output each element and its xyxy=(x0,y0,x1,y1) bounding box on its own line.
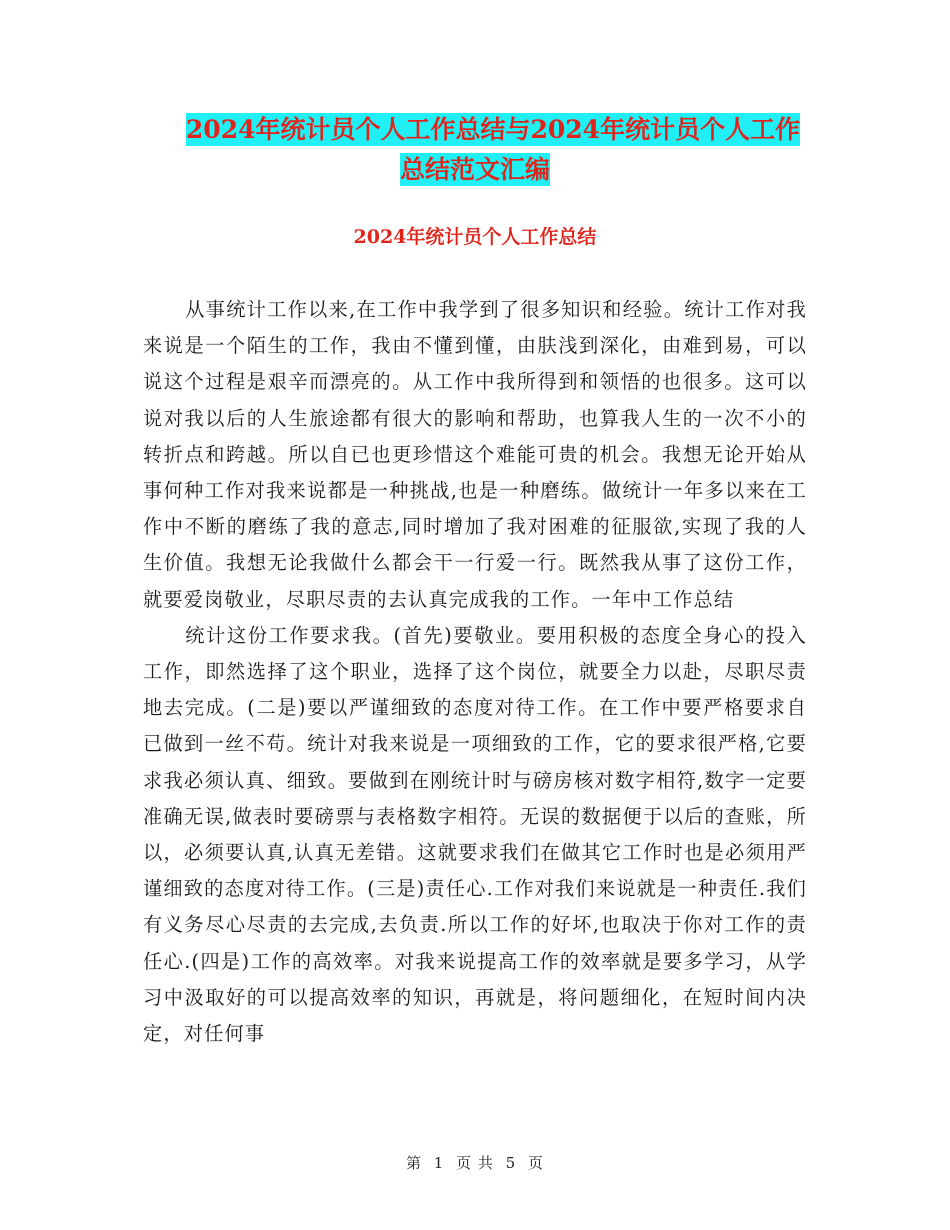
title-line-1: 2024年统计员个人工作总结与2024年统计员个人工作 xyxy=(185,115,801,144)
paragraph-2: 统计这份工作要求我。(首先)要敬业。要用积极的态度全身心的投入工作，即然选择了这个职业，选择了这个岗位，就要全力以赴，尽职尽责地去完成。(二是)要以严谨细致的态度对待工作。在工作中要严格要求自已做到一丝不苟。统计对我来说是一项细致的工作，它的要求很严格,它要求我必须认真、细致。要做到在刚统计时与磅房核对数字相符,数字一定要准确无误,做表时要磅票与表格数字相符。无误的数据便于以后的查账，所以，必须要认真,认真无差错。这就要求我们在做其它工作时也是必须用严谨细致的态度对待工作。(三是)责任心.工作对我们来说就是一种责任.我们有义务尽心尽责的去完成,去负责.所以工作的好坏,也取决于你对工作的责任心.(四是)工作的高效率。对我来说提高工作的效率就是要多学习，从学习中汲取好的可以提高效率的知识，再就是，将问题细化，在短时间内决定，对任何事 xyxy=(143,623,807,1046)
paragraph-1: 从事统计工作以来,在工作中我学到了很多知识和经验。统计工作对我来说是一个陌生的工作，我由不懂到懂，由肤浅到深化，由难到易，可以说这个过程是艰辛而漂亮的。从工作中我所得到和领悟的也很多。这可以说对我以后的人生旅途都有很大的影响和帮助，也算我人生的一次不小的转折点和跨越。所以自已也更珍惜这个难能可贵的机会。我想无论开始从事何种工作对我来说都是一种挑战,也是一种磨练。做统计一年多以来在工作中不断的磨练了我的意志,同时增加了我对困难的征服欲,实现了我的人生价值。我想无论我做什么都会干一行爱一行。既然我从事了这份工作，就要爱岗敬业，尽职尽责的去认真完成我的工作。一年中工作总结 xyxy=(143,298,807,611)
title-line-2: 总结范文汇编 xyxy=(399,155,550,184)
footer-prefix: 第 xyxy=(405,1154,422,1172)
footer-middle: 页 共 xyxy=(456,1154,494,1172)
page-footer xyxy=(0,1153,950,1173)
footer-total-pages: 5 xyxy=(505,1154,517,1172)
document-title xyxy=(0,110,950,190)
body-text xyxy=(143,292,807,1052)
section-title: 2024年统计员个人工作总结 xyxy=(353,226,597,248)
footer-suffix: 页 xyxy=(528,1154,545,1172)
footer-page-number: 1 xyxy=(433,1154,445,1172)
